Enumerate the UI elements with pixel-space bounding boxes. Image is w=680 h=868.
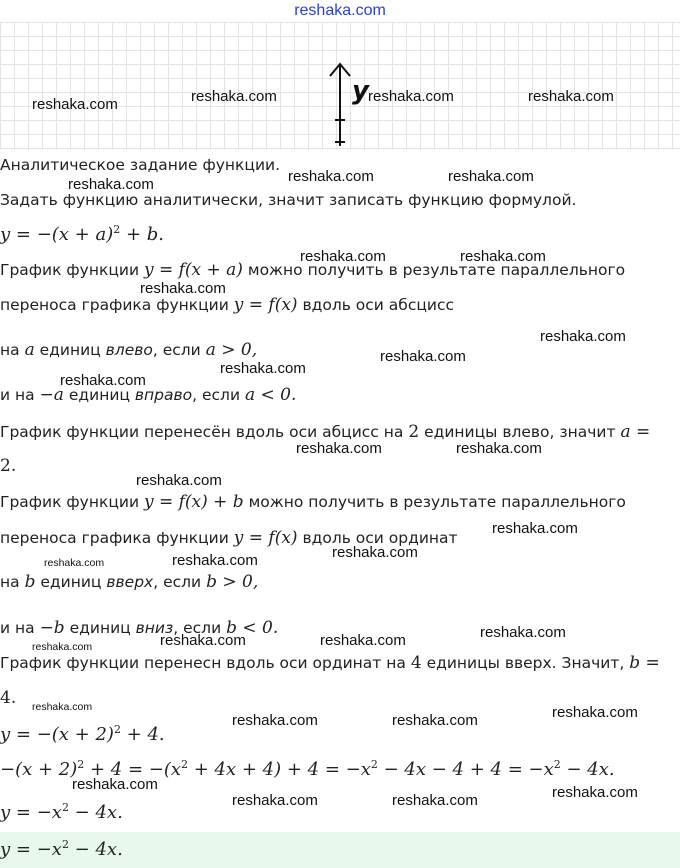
formula-general: $y = -(x + a)^2 + b$. bbox=[0, 223, 165, 245]
watermark: reshaka.com bbox=[552, 704, 638, 721]
paragraph-shift-x-2: переноса графика функции y = f(x) вдоль оси абсцисс bbox=[0, 295, 455, 315]
watermark: reshaka.com bbox=[232, 792, 318, 809]
heading: Аналитическое задание функции. bbox=[0, 156, 281, 174]
paragraph-shift-y-2: переноса графика функции y = f(x) вдоль оси ординат bbox=[0, 528, 458, 548]
watermark: reshaka.com bbox=[191, 88, 277, 105]
watermark: reshaka.com bbox=[160, 632, 246, 649]
paragraph-shift-x-4: и на −a единиц вправо, если a < 0. bbox=[0, 385, 297, 405]
watermark: reshaka.com bbox=[68, 176, 154, 193]
watermark: reshaka.com bbox=[448, 168, 534, 185]
answer-equation: $y = -x^2 - 4x$. bbox=[0, 838, 123, 860]
watermark: reshaka.com bbox=[380, 348, 466, 365]
watermark: reshaka.com bbox=[44, 557, 105, 569]
watermark: reshaka.com bbox=[32, 641, 93, 653]
paragraph-shift-y-3: на b единиц вверх, если b > 0, bbox=[0, 572, 259, 592]
watermark: reshaka.com bbox=[460, 248, 546, 265]
equation-result: $y = -x^2 - 4x$. bbox=[0, 801, 123, 823]
y-axis-arrow bbox=[326, 60, 354, 148]
watermark: reshaka.com bbox=[300, 248, 386, 265]
watermark: reshaka.com bbox=[480, 624, 566, 641]
watermark: reshaka.com bbox=[140, 280, 226, 297]
watermark: reshaka.com bbox=[32, 96, 118, 113]
watermark: reshaka.com bbox=[492, 520, 578, 537]
watermark: reshaka.com bbox=[540, 328, 626, 345]
paragraph-shift-y-result-cont: 4. bbox=[0, 688, 17, 708]
site-link[interactable]: reshaka.com bbox=[294, 2, 386, 19]
watermark: reshaka.com bbox=[72, 776, 158, 793]
watermark: reshaka.com bbox=[392, 712, 478, 729]
paragraph-shift-y-4: и на −b единиц вниз, если b < 0. bbox=[0, 618, 279, 638]
watermark: reshaka.com bbox=[456, 440, 542, 457]
watermark: reshaka.com bbox=[552, 784, 638, 801]
watermark: reshaka.com bbox=[232, 712, 318, 729]
equation-substituted: $y = -(x + 2)^2 + 4$. bbox=[0, 723, 165, 745]
answer-box bbox=[0, 832, 680, 868]
watermark: reshaka.com bbox=[528, 88, 614, 105]
watermark: reshaka.com bbox=[288, 168, 374, 185]
paragraph-shift-y-result: График функции перенесн вдоль оси ординат на 4 единицы вверх. Значит, b = bbox=[0, 653, 660, 673]
equation-expanded: $-(x + 2)^2 + 4 = -(x^2 + 4x + 4) + 4 = -x^2 - 4x - 4 + 4 = -x^2 - 4x$. bbox=[0, 758, 615, 780]
paragraph-shift-x-3: на a единиц влево, если a > 0, bbox=[0, 340, 258, 360]
watermark: reshaka.com bbox=[296, 440, 382, 457]
paragraph-shift-x-1: График функции y = f(x + a) можно получить в результате параллельного bbox=[0, 260, 626, 280]
paragraph-shift-x-result-cont: 2. bbox=[0, 456, 17, 476]
paragraph-shift-y-1: График функции y = f(x) + b можно получить в результате параллельного bbox=[0, 492, 626, 512]
watermark: reshaka.com bbox=[172, 552, 258, 569]
watermark: reshaka.com bbox=[32, 701, 93, 713]
watermark: reshaka.com bbox=[368, 88, 454, 105]
definition: Задать функцию аналитически, значит записать функцию формулой. bbox=[0, 191, 577, 209]
watermark: reshaka.com bbox=[332, 544, 418, 561]
watermark: reshaka.com bbox=[220, 360, 306, 377]
y-axis-label: y bbox=[352, 76, 369, 106]
watermark: reshaka.com bbox=[392, 792, 478, 809]
paragraph-shift-x-result: График функции перенесён вдоль оси абцисс на 2 единицы влево, значит a = bbox=[0, 422, 651, 442]
watermark: reshaka.com bbox=[60, 372, 146, 389]
watermark: reshaka.com bbox=[320, 632, 406, 649]
watermark: reshaka.com bbox=[136, 472, 222, 489]
